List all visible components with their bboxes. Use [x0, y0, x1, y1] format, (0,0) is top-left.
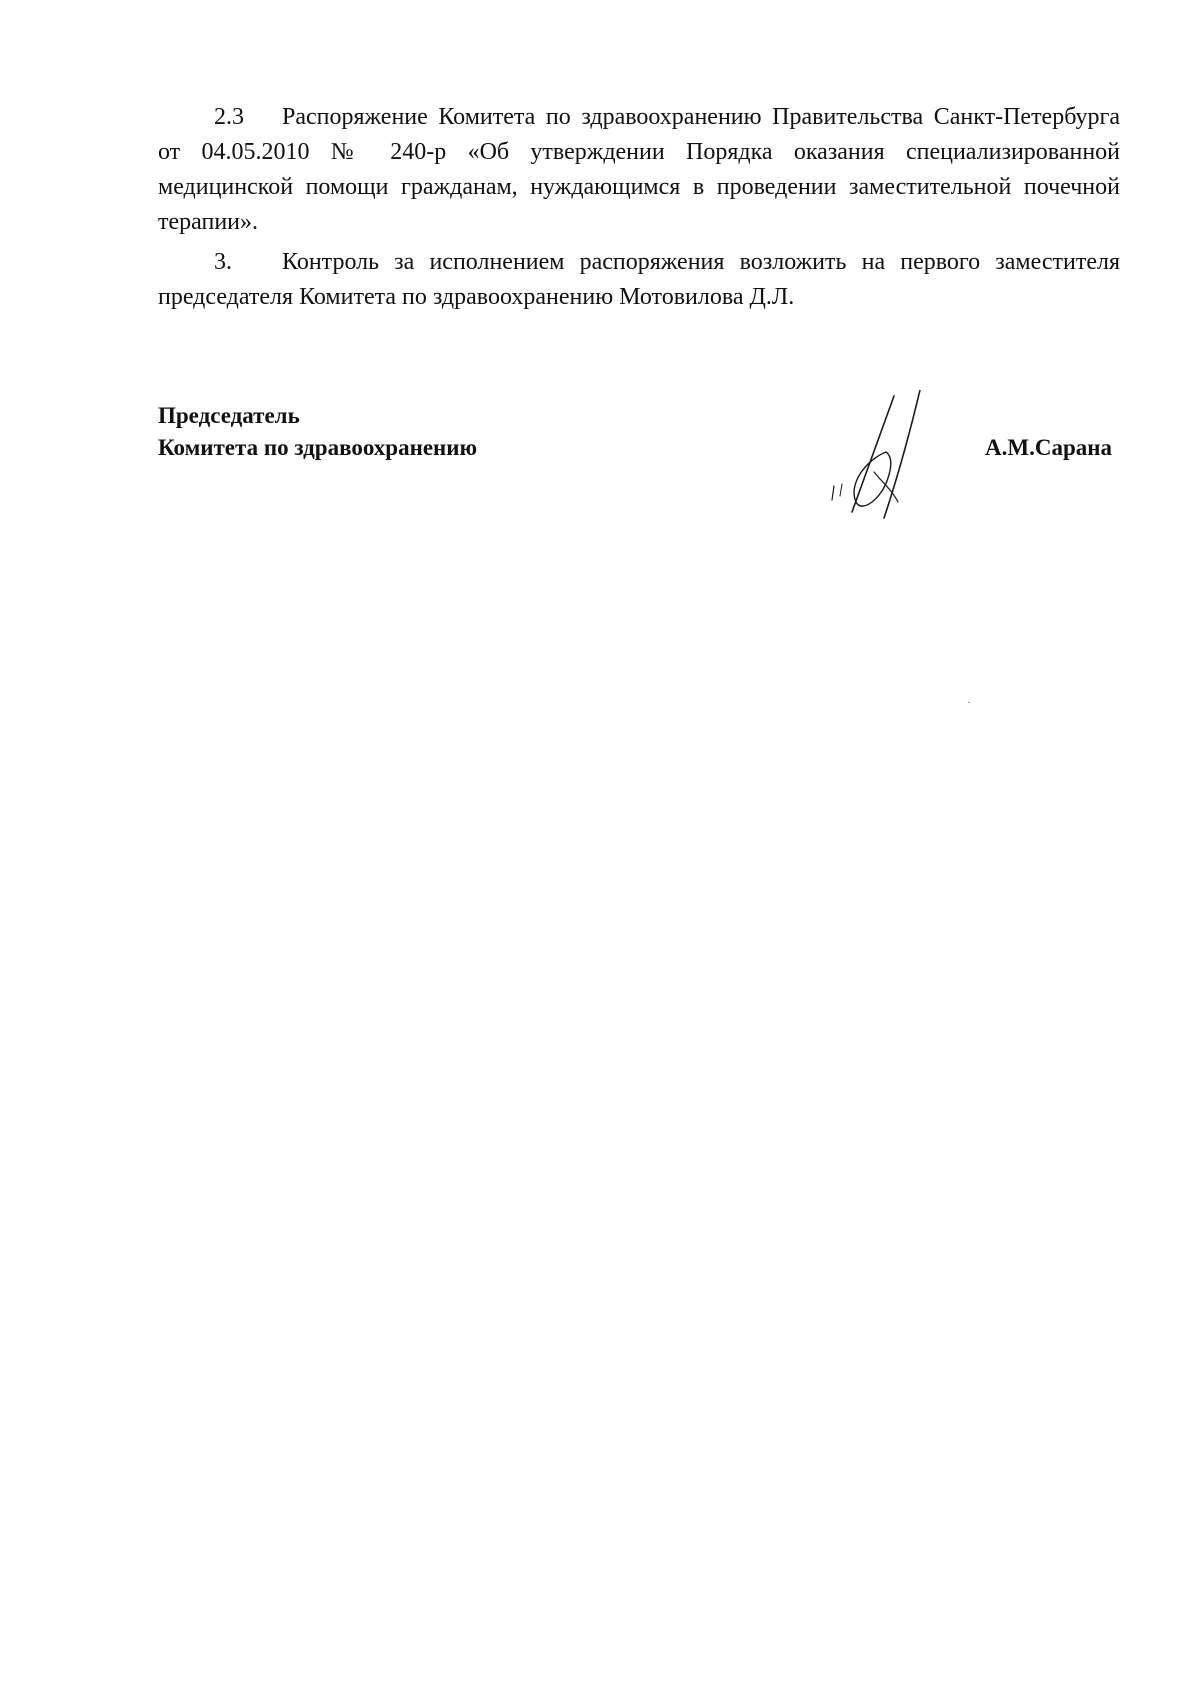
paragraph-3 [158, 245, 1120, 315]
paragraph-text: Контроль за исполнением распоряжения возложить на первого заместителя председателя Комитета по здравоохранению Мотовилова Д.Л. [158, 249, 1120, 310]
paragraph-number: 3. [214, 249, 232, 275]
paragraph-text: Распоряжение Комитета по здравоохранению Правительства Санкт-Петербурга от 04.05.2010 № 240-р «Об утверждении Порядка оказания специализированной медицинской помощи гражданам, нуждающимся в проведении заместительной почечной терапии». [158, 104, 1120, 235]
signatory-title-line1: Председатель [158, 403, 300, 428]
paragraph-2-3 [158, 100, 1120, 240]
handwritten-signature [822, 390, 932, 520]
paragraph-number: 2.3 [214, 104, 244, 130]
signatory-name: А.М.Сарана [985, 435, 1112, 460]
document-body [158, 100, 1120, 320]
scan-speck [968, 702, 970, 703]
signatory-title-line2: Комитета по здравоохранению [158, 435, 478, 460]
signature-block [158, 400, 1120, 520]
